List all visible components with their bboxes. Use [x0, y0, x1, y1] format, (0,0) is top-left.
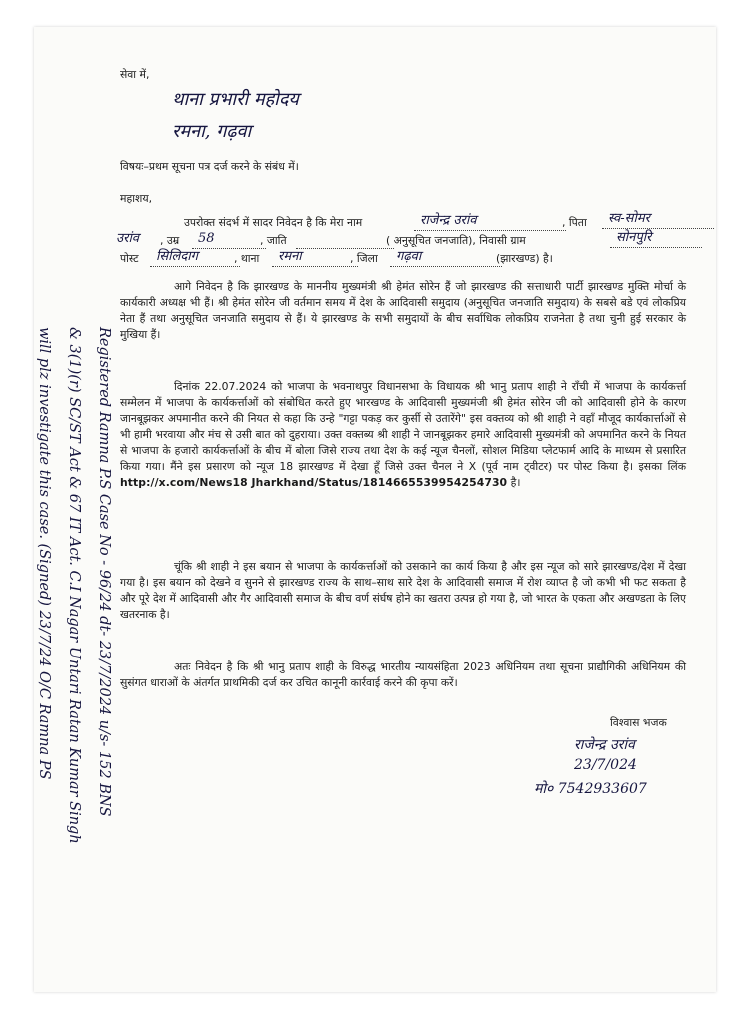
signature: राजेन्द्र उरांव [574, 737, 635, 753]
signature-date: 23/7/024 [574, 757, 637, 773]
recipient-line-1: थाना प्रभारी महोदय [172, 89, 299, 110]
margin-endorsement [34, 327, 119, 844]
intro-text-2: , पिता [562, 216, 587, 229]
post-value: सिलिदाग [150, 248, 240, 267]
state-note: (झारखण्ड) है। [496, 252, 553, 265]
paragraph-1: आगे निवेदन है कि झारखण्ड के माननीय मुख्यमंत्री श्री हेमंत सोरेन हैं जो झारखण्ड की सत्ताधारी पार्टी झारखण्ड मुक्ति मोर्चा के कार्यकारी अध्यक्ष भी हैं। श्री हेमंत सोरेन जी वर्तमान समय में देश के आदिवासी समुदाय (अनुसूचित जनजाति समुदाय) के सबसे बडे एवं लोकप्रिय नेता हैं तथा अनुसूचित जनजाति समुदाय से हैं। ये झारखण्ड के सभी समुदायों के बीच सर्वाधिक लोकप्रिय राजनेता है तथा चुनी हुई सरकार के मुखिया हैं। [120, 280, 686, 341]
news-link: http://x.com/News18 Jharkhand/Status/1814665539954254730 [120, 476, 508, 489]
district-value: गढ़वा [390, 248, 502, 267]
age-label: , उम्र [160, 234, 180, 247]
caste-note: ( अनुसूचित जनजाति), निवासी ग्राम [386, 234, 526, 247]
margin-note-line-3: will plz investigate this case. (Signed) 23/7/24 O/C Ramna PS [36, 327, 52, 780]
margin-note-line-2: & 3(1)(r) SC/ST Act & 67 IT Act. C.I Nagar Untari Ratan Kumar Singh [66, 327, 82, 844]
village-name: सोनपुरि [610, 229, 702, 248]
paragraph-4: अतः निवेदन है कि श्री भानु प्रताप शाही के विरुद्ध भारतीय न्यायसंहिता 2023 अधिनियम तथा सूचना प्राद्यौगिकी अधिनियम की सुसंगत धाराओं के अंतर्गत प्राथमिकी दर्ज कर उचित कानूनी कार्रवाई करने की कृपा करें। [120, 660, 686, 689]
thana-label: , थाना [234, 252, 260, 265]
father-name-cont: उरांव [116, 231, 140, 246]
intro-text-1: उपरोक्त संदर्भ में सादर निवेदन है कि मेरा नाम [184, 216, 363, 229]
letter-page [34, 27, 716, 992]
father-name: स्व-सोमर [602, 210, 714, 229]
recipient-line-2: रमना, गढ़वा [172, 121, 252, 142]
margin-note-line-1: Registered Ramna P.S Case No - 96/24 dt- 23/7/2024 u/s- 152 BNS [96, 327, 112, 817]
subject-line: विषयः–प्रथम सूचना पत्र दर्ज करने के संबंध में। [120, 160, 299, 173]
greeting: महाशय, [120, 192, 153, 205]
paragraph-2-end: है। [510, 476, 521, 489]
paragraph-3: चूंकि श्री शाही ने इस बयान से भाजपा के कार्यकर्त्ताओं को उसकाने का कार्य किया है और इस न्यूज को सारे झारखण्ड/देश में देखा गया है। इस बयान को देखने व सुनने से झारखण्ड राज्य के साथ–साथ सारे देश के आदिवासी समाज में रोश व्याप्त है जो कभी भी फट सकता है और पूरे देश में आदिवासी और गैर आदिवासी समाज के बीच वर्ण संर्घष होने का खतरा उत्पन्न हो गया है, जो भारत के एकता और अखण्डता के लिए खतरनाक है। [120, 560, 686, 621]
caste-value [296, 230, 394, 249]
paragraph-2-text: दिनांक 22.07.2024 को भाजपा के भवनाथपुर विधानसभा के विधायक श्री भानु प्रताप शाही ने राँची में भाजपा के कार्यकर्त्ता सम्मेलन में भाजपा के कार्यकर्त्ताओं को संबोधित करते हुए भारखण्ड के आदिवासी मुख्यमंजी श्री हेमंत सोरेन जी को आदिवासी होने के कारण जानबूझकर अपमानीत करने की नियत से कहा कि उन्हे "गट्टा पकड़ कर कुर्सी से उतारेंगे" इस वक्तव्य को श्री शाही ने वहाँ मौजूद कार्यकार्त्ताओं से भी हामी भरवाया और मंच से उसी बात को दुहराया। उक्त वक्तब्य श्री शाही ने जानबूझकर हमारे आदिवासी मुख्यमंत्री को अपमानित करने के नियत से भाजपा के हजारो कार्यकर्त्ताओं के बीच में बोला जिसे राज्य तथा देश के कई न्यूज चैनलों, सोशल मिडिया प्लेटफार्म आदि के माध्यम से प्रसारित किया गया। मैंने इस प्रसारण को न्यूज 18 झारखण्ड में देखा हूँ जिसे उक्त चैनल ने X (पूर्व नाम ट्वीटर) पर पोस्ट किया है। इसका लिंक [120, 380, 686, 473]
closing-yours: विश्वास भजक [610, 716, 667, 729]
applicant-name: राजेन्द्र उरांव [414, 212, 566, 231]
mobile-number: मो० 7542933607 [534, 781, 647, 797]
thana-value: रमना [272, 248, 358, 267]
post-label: पोस्ट [120, 252, 139, 265]
salutation-to: सेवा में, [120, 68, 150, 81]
paragraph-2 [120, 379, 686, 491]
district-label: , जिला [350, 252, 378, 265]
caste-label: , जाति [260, 234, 287, 247]
age-value: 58 [192, 230, 266, 249]
